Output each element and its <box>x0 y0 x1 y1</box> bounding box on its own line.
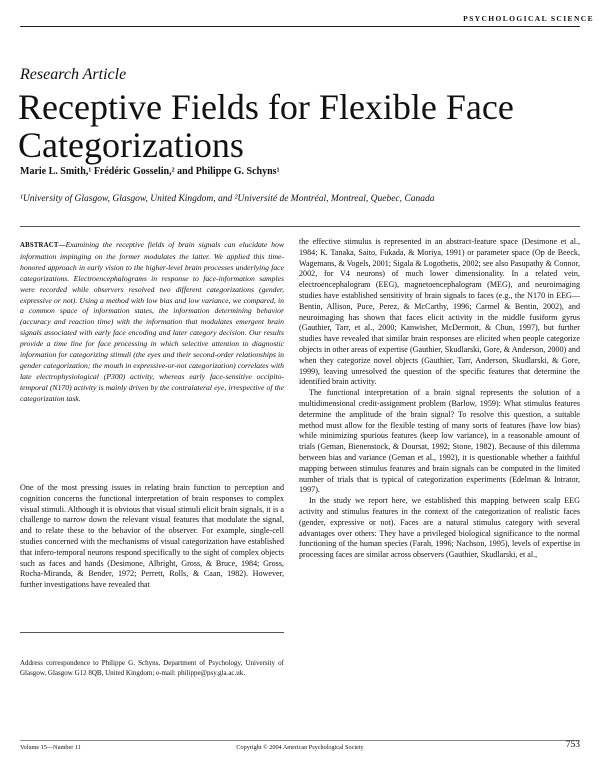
abstract <box>20 240 284 405</box>
footnote-rule <box>20 632 284 633</box>
body-left-column <box>20 483 284 591</box>
body-paragraph: the effective stimulus is represented in an abstract-feature space (Desimone et al., 1984; K. Tanaka, Saito, Fukada, & Moriya, 1991) or parameter space (Op de Beeck, Wagemans, & Vogels, 2001; Sigala & Logothetis, 2002; see also Pasupathy & Connor, 2002, for V4 neurons) of much lower dimensionality. In a related vein, electroencephalogram (EEG), magnetoencephalogram (MEG), and neuroimaging studies have established sensitivity of brain signals to faces (e.g., the N170 in EEG—Bentin, Allison, Puce, Perez, & McCarthy, 1996; Carmel & Bentin, 2002), and neuroimaging has shown that faces elicit activity in the middle fusiform gyrus (Gauthier, Tarr, et al., 2000; Kanwisher, McDermott, & Chun, 1997), but further studies have revealed that similar brain responses are elicited when people categorize objects in other areas of expertise (Gauthier, Skudlarski, Gore, & Anderson, 2000) and when they categorize novel objects (Gauthier, Tarr, Anderson, Skudlarski, & Gore, 1999), leaving unresolved the question of the specific features that determine the identified brain activity. <box>299 237 580 387</box>
body-paragraph: One of the most pressing issues in relating brain function to perception and cognition concerns the functional interpretation of brain responses to complex visual stimuli. Although it is obvious that visual stimuli elicit brain signals, it is a challenge to narrow down the relevant visual features that modulate the signal, and to relate these to the behavior of the observer. For example, single-cell studies concerned with the mechanisms of visual categorization have established that infero-temporal neurons respond specifically to the sight of complex objects such as faces and hands (Desimone, Albright, Gross, & Bruce, 1984; Gross, Rocha-Miranda, & Bender, 1972; Perrett, Rolls, & Caan, 1982). However, further investigations have revealed that <box>20 483 284 590</box>
footer-rule <box>20 740 580 741</box>
copyright: Copyright © 2004 American Psychological Society <box>236 744 364 751</box>
abstract-text: Examining the receptive fields of brain signals can elucidate how information impinging on the former modulates the latter. We applied this time-honored approach in early vision to the higher-level brain processes underlying face categorizations. Electroencephalograms in response to face-information samples were recorded while observers resolved two different categorizations (gender, expressive or not). Using a method with low bias and low variance, we compared, in a common space of information states, the information determining behavior (accuracy and reaction time) with the information that modulates emergent brain signals associated with early face encoding and later category decision. Our results provide a time line for face processing in which selective attention to diagnostic information for categorizing stimuli (the eyes and their second-order relationships in gender categorization; the mouth in expressive-or-not categorization) correlates with late electrophysiological (P300) activity, whereas early face-sensitive occipito-temporal (N170) activity is mainly driven by the contralateral eye, irrespective of the categorization task. <box>20 240 284 403</box>
volume-info: Volume 15—Number 11 <box>20 744 81 751</box>
correspondence-footnote: Address correspondence to Philippe G. Schyns, Department of Psychology, University of Glasgow, Glasgow G12 8QB, United Kingdom; e-mail: philippe@psy.gla.ac.uk. <box>20 659 284 677</box>
article-type: Research Article <box>20 66 127 83</box>
body-paragraph: The functional interpretation of a brain signal represents the solution of a multidimensional credit-assignment problem (Barlow, 1959): What stimulus features determine the amplitude of the brain signal? To resolve this question, a suitable method must allow for the flexible testing of many sorts of features (have low bias) while minimizing spurious features (keep low variance), in a reasonable amount of trials (Geman, Bienenstock, & Doursat, 1992; Stone, 1982). Because of this dilemma between bias and variance (Geman et al., 1992), it is questionable whether a faithful mapping between stimulus features and brain signals can be computed in the limited number of trials that is typical of categorization experiments (Edelman & Intrator, 1997). <box>299 388 580 495</box>
journal-name: PSYCHOLOGICAL SCIENCE <box>463 14 594 23</box>
affiliation-rule <box>20 226 580 227</box>
page-number: 753 <box>565 740 580 750</box>
body-paragraph: In the study we report here, we established this mapping between scalp EEG activity and stimulus features in the context of the categorization of realistic faces (gender, expressive or not). Faces are a natural stimulus category with several advantages over others: They have a privileged biological significance to the normal functioning of the human species (Farah, 1996; Nachson, 1995), levels of expertise in processing faces are similar across observers (Gauthier, Skudlarski, et al., <box>299 496 580 560</box>
body-right-column <box>299 237 580 561</box>
author-list: Marie L. Smith,¹ Frédéric Gosselin,² and Philippe G. Schyns¹ <box>20 166 280 177</box>
header-rule <box>20 26 580 27</box>
affiliations: ¹University of Glasgow, Glasgow, United Kingdom, and ²Université de Montréal, Montreal, Quebec, Canada <box>20 194 435 204</box>
abstract-label: ABSTRACT— <box>20 242 66 249</box>
article-title: Receptive Fields for Flexible Face Categorizations <box>18 87 514 165</box>
